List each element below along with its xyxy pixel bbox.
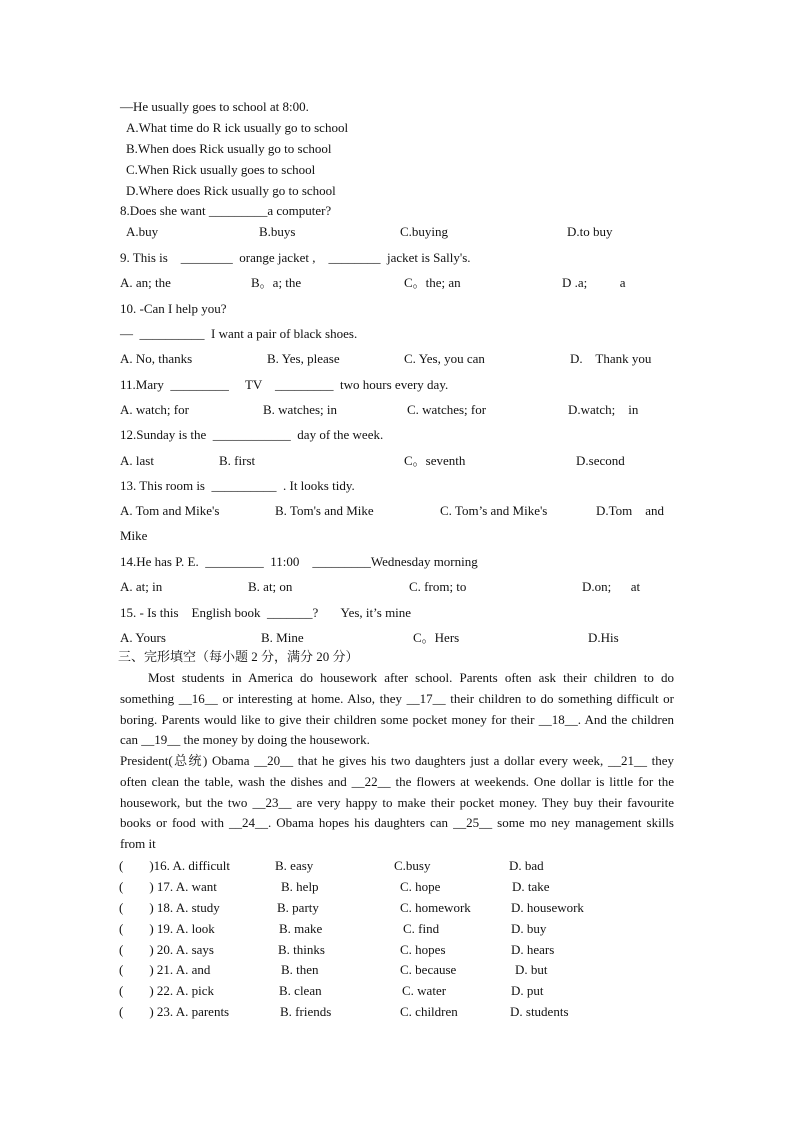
cloze-21-b: B. then — [281, 962, 319, 977]
q9-option-b: B。a; the — [251, 275, 302, 290]
q12-option-d: D.second — [576, 453, 625, 468]
q14-option-a: A. at; in — [120, 579, 163, 594]
q11-option-c: C. watches; for — [407, 402, 487, 417]
cloze-question-23 — [119, 1004, 679, 1020]
q12-option-a: A. last — [120, 453, 154, 468]
cloze-20-d: D. hears — [511, 942, 555, 957]
q13-option-d: D.Tom and — [596, 503, 665, 518]
q8-option-a: A.buy — [126, 224, 159, 239]
q13-stem: 13. This room is __________ . It looks tidy. — [120, 478, 355, 493]
cloze-23-a: ( ) 23. A. parents — [119, 1004, 230, 1019]
cloze-18-d: D. housework — [511, 900, 584, 915]
cloze-21-c: C. because — [400, 962, 457, 977]
q7-option-d: D.Where does Rick usually go to school — [126, 183, 336, 198]
q12-option-c: C。seventh — [404, 453, 466, 468]
q11-option-b: B. watches; in — [263, 402, 338, 417]
q11-option-d: D.watch; in — [568, 402, 639, 417]
cloze-19-c: C. find — [403, 921, 440, 936]
cloze-question-21 — [119, 962, 679, 978]
cloze-16-d: D. bad — [509, 858, 544, 873]
q10-option-b: B. Yes, please — [267, 351, 340, 366]
cloze-17-d: D. take — [512, 879, 550, 894]
q7-option-c: C.When Rick usually goes to school — [126, 162, 316, 177]
cloze-paragraph-1: Most students in America do housework after school. Parents often ask their children to do something __16__ or interesting at home. Also, they __17__ their children to do something difficult or boring. Parents would like to give their children some pocket money for their __18__. And the children can __19__ the money by doing the housework. — [120, 670, 674, 748]
q15-stem: 15. - Is this English book _______? Yes, it’s mine — [120, 605, 412, 620]
q15-option-a: A. Yours — [120, 630, 166, 645]
q15-option-c: C。Hers — [413, 630, 460, 645]
q11-stem: 11.Mary _________ TV _________ two hours every day. — [120, 377, 449, 392]
q13-option-c: C. Tom’s and Mike's — [440, 503, 548, 518]
q14-option-c: C. from; to — [409, 579, 467, 594]
cloze-22-c: C. water — [402, 983, 447, 998]
q9-option-d: D .a; a — [562, 275, 626, 290]
q13-option-a: A. Tom and Mike's — [120, 503, 220, 518]
cloze-18-a: ( ) 18. A. study — [119, 900, 220, 915]
q8-stem: 8.Does she want _________a computer? — [120, 203, 332, 218]
q9-option-c: C。the; an — [404, 275, 461, 290]
cloze-16-c: C.busy — [394, 858, 431, 873]
q14-stem: 14.He has P. E. _________ 11:00 _________Wednesday morning — [120, 554, 478, 569]
cloze-21-d: D. but — [515, 962, 548, 977]
cloze-16-a: ( )16. A. difficult — [119, 858, 230, 873]
cloze-22-a: ( ) 22. A. pick — [119, 983, 214, 998]
cloze-17-c: C. hope — [400, 879, 441, 894]
cloze-21-a: ( ) 21. A. and — [119, 962, 211, 977]
cloze-question-16 — [119, 858, 679, 874]
cloze-23-c: C. children — [400, 1004, 458, 1019]
cloze-18-c: C. homework — [400, 900, 471, 915]
cloze-23-b: B. friends — [280, 1004, 332, 1019]
q12-stem: 12.Sunday is the ____________ day of the week. — [120, 427, 384, 442]
cloze-20-a: ( ) 20. A. says — [119, 942, 214, 957]
q10-option-d: D. Thank you — [570, 351, 652, 366]
q9-stem: 9. This is ________ orange jacket , ________ jacket is Sally's. — [120, 250, 471, 265]
q15-option-d: D.His — [588, 630, 619, 645]
q14-option-b: B. at; on — [248, 579, 293, 594]
cloze-19-d: D. buy — [511, 921, 547, 936]
q9-option-a: A. an; the — [120, 275, 171, 290]
cloze-20-c: C. hopes — [400, 942, 446, 957]
q7-answer-line: —He usually goes to school at 8:00. — [120, 99, 309, 114]
q8-option-b: B.buys — [259, 224, 296, 239]
q7-option-b: B.When does Rick usually go to school — [126, 141, 332, 156]
q8-option-d: D.to buy — [567, 224, 613, 239]
cloze-22-d: D. put — [511, 983, 544, 998]
q15-option-b: B. Mine — [261, 630, 304, 645]
q7-option-a: A.What time do R ick usually go to school — [126, 120, 349, 135]
cloze-question-17 — [119, 879, 679, 895]
cloze-16-b: B. easy — [275, 858, 314, 873]
cloze-question-18 — [119, 900, 679, 916]
cloze-22-b: B. clean — [279, 983, 322, 998]
q12-option-b: B. first — [219, 453, 256, 468]
cloze-19-b: B. make — [279, 921, 323, 936]
q10-option-a: A. No, thanks — [120, 351, 193, 366]
q8-option-c: C.buying — [400, 224, 449, 239]
section-heading-cloze: 三、完形填空（每小题 2 分，满分 20 分） — [118, 649, 359, 664]
cloze-question-20 — [119, 942, 679, 958]
cloze-19-a: ( ) 19. A. look — [119, 921, 215, 936]
q14-option-d: D.on; at — [582, 579, 641, 594]
q13-option-d-wrap: Mike — [120, 528, 148, 543]
q13-option-b: B. Tom's and Mike — [275, 503, 374, 518]
cloze-23-d: D. students — [510, 1004, 569, 1019]
q10-stem: 10. -Can I help you? — [120, 301, 227, 316]
cloze-paragraph-2: President(总统) Obama __20__ that he gives his two daughters just a dollar every week, __21__ they often clean the table, wash the dishes and __22__ the flowers at weekends. One dollar is little for the housework, but the two __23__ are very happy to make their pocket money. They buy their favourite books or food with __24__. Obama hopes his daughters can __25__ some mo ney management skills from it — [120, 753, 674, 852]
cloze-20-b: B. thinks — [278, 942, 325, 957]
q10-option-c: C. Yes, you can — [404, 351, 485, 366]
q11-option-a: A. watch; for — [120, 402, 189, 417]
cloze-17-b: B. help — [281, 879, 319, 894]
cloze-question-22 — [119, 983, 679, 999]
q10-response: — __________ I want a pair of black shoes. — [120, 326, 358, 341]
cloze-18-b: B. party — [277, 900, 319, 915]
cloze-17-a: ( ) 17. A. want — [119, 879, 217, 894]
cloze-question-19 — [119, 921, 679, 937]
